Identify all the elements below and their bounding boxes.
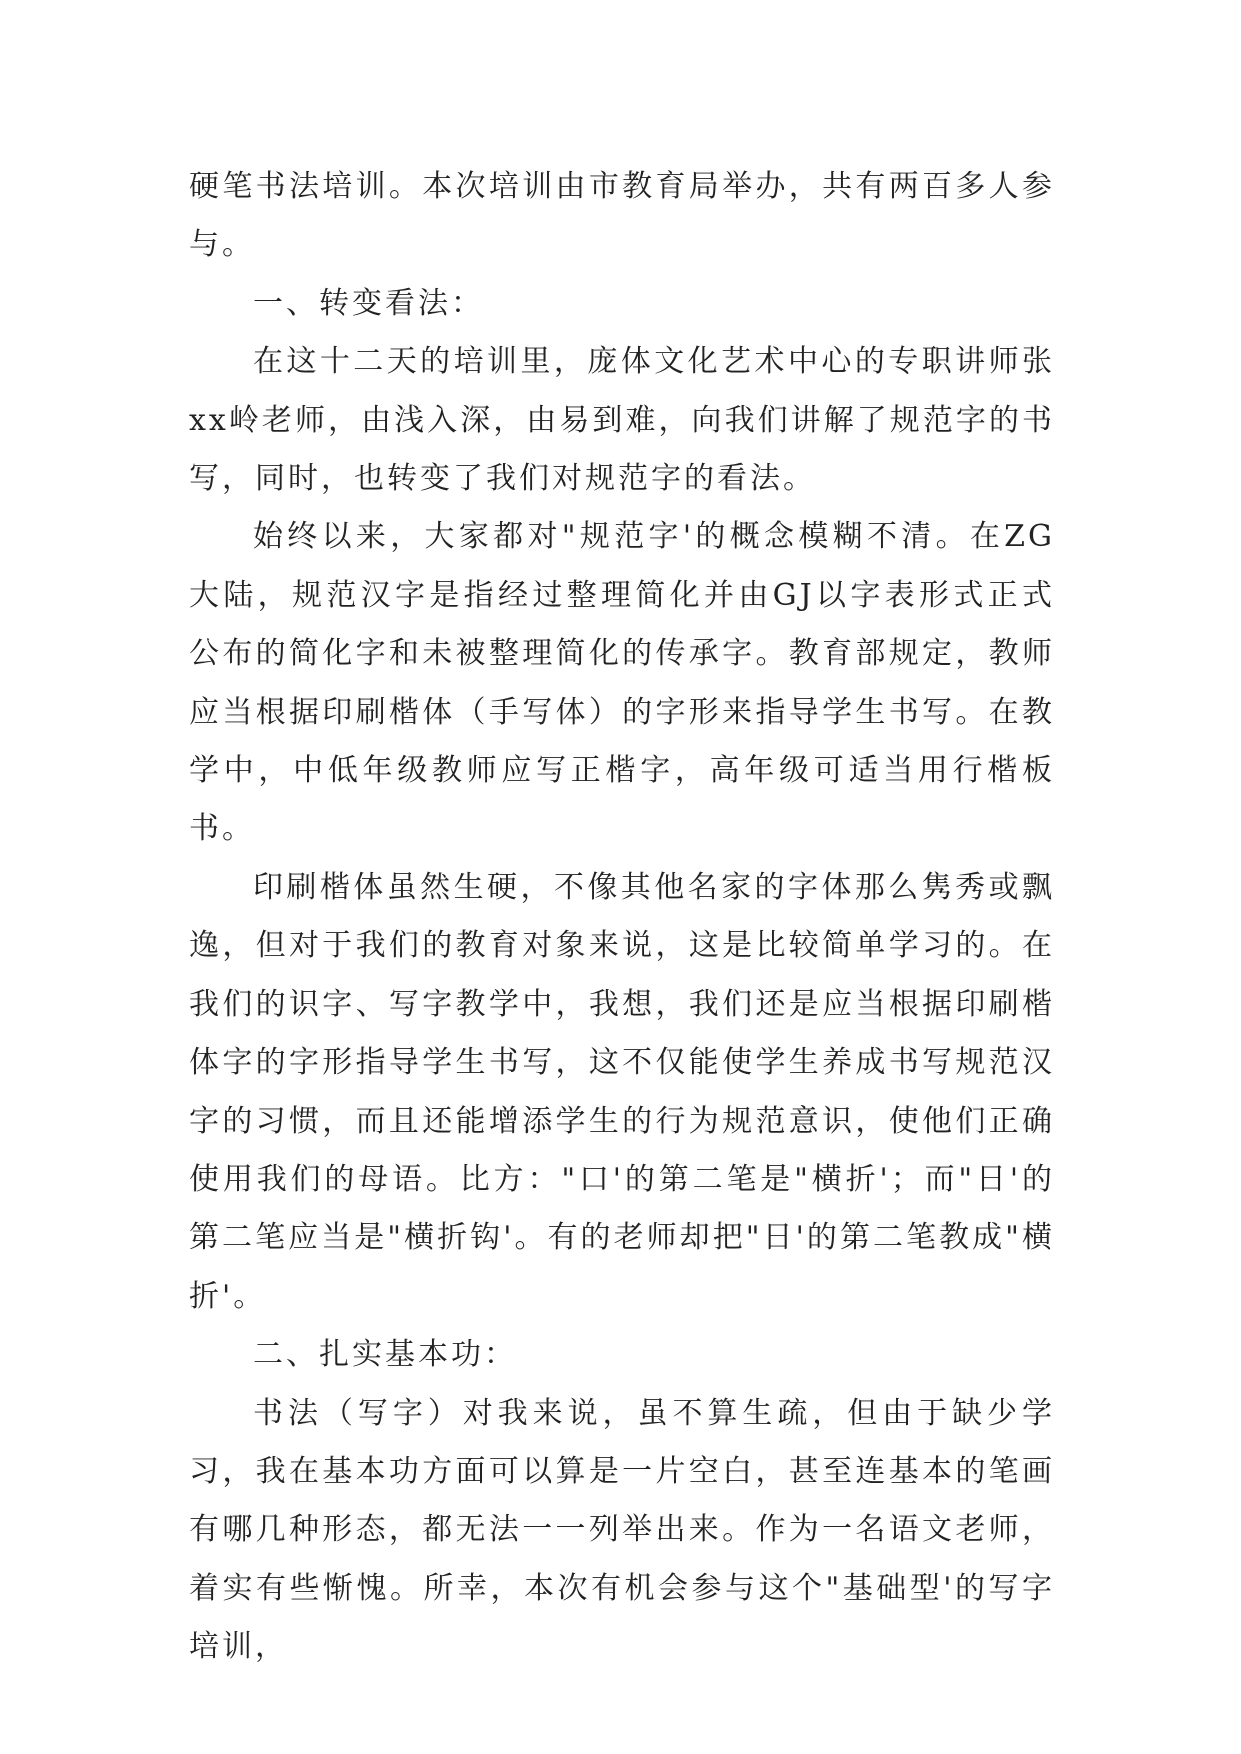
document-body — [189, 158, 1055, 1677]
section-heading-change-view: 一、转变看法： — [253, 285, 484, 321]
paragraph-standard-characters: 始终以来，大家都对"规范字'的概念模糊不清。在ZG大陆，规范汉字是指经过整理简化并由GJ以字表形式正式公布的简化字和未被整理简化的传承字。教育部规定，教师应当根据印刷楷体（手写体）的字形来指导学生书写。在教学中，中低年级教师应写正楷字，高年级可适当用行楷板书。 — [189, 519, 1055, 847]
paragraph-training-intro: 在这十二天的培训里，庞体文化艺术中心的专职讲师张xx岭老师，由浅入深，由易到难，向我们讲解了规范字的书写，同时，也转变了我们对规范字的看法。 — [189, 344, 1055, 497]
paragraph-calligraphy-reflection: 书法（写字）对我来说，虽不算生疏，但由于缺少学习，我在基本功方面可以算是一片空白，甚至连基本的笔画有哪几种形态，都无法一一列举出来。作为一名语文老师，着实有些惭愧。所幸，本次有机会参与这个"基础型'的写字培训， — [189, 1395, 1055, 1665]
paragraph-continuation: 硬笔书法培训。本次培训由市教育局举办，共有两百多人参与。 — [189, 169, 1055, 263]
paragraph-print-regular-script: 印刷楷体虽然生硬，不像其他名家的字体那么隽秀或飘逸，但对于我们的教育对象来说，这是比较简单学习的。在我们的识字、写字教学中，我想，我们还是应当根据印刷楷体字的字形指导学生书写，这不仅能使学生养成书写规范汉字的习惯，而且还能增添学生的行为规范意识，使他们正确使用我们的母语。比方："口'的第二笔是"横折'；而"日'的第二笔应当是"横折钩'。有的老师却把"日'的第二笔教成"横折'。 — [189, 869, 1055, 1314]
section-heading-basic-skills: 二、扎实基本功： — [253, 1337, 517, 1373]
